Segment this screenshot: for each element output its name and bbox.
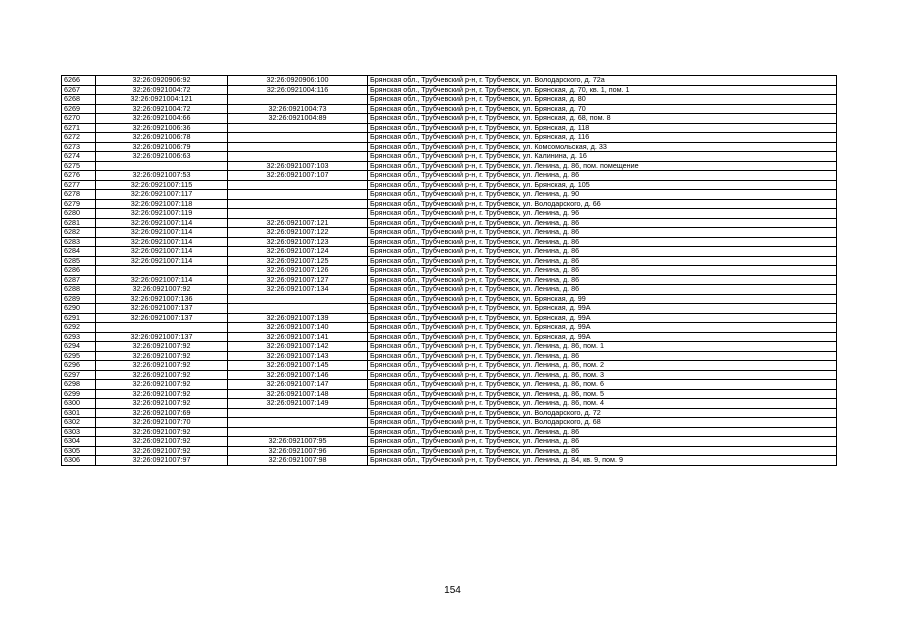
- object-cadastral-number-cell: [228, 408, 368, 418]
- cadastral-number-cell: 32:26:0921007:97: [96, 456, 228, 466]
- cadastral-number-cell: 32:26:0921007:53: [96, 171, 228, 181]
- address-cell: Брянская обл., Трубчевский р-н, г. Трубчевск, ул. Ленина, д. 86: [368, 218, 837, 228]
- address-cell: Брянская обл., Трубчевский р-н, г. Трубчевск, ул. Брянская, д. 99А: [368, 304, 837, 314]
- table-row: [62, 351, 837, 361]
- row-number-cell: 6296: [62, 361, 96, 371]
- address-cell: Брянская обл., Трубчевский р-н, г. Трубчевск, ул. Ленина, д. 86, пом. 3: [368, 370, 837, 380]
- table-row: [62, 85, 837, 95]
- cadastral-number-cell: 32:26:0921007:117: [96, 190, 228, 200]
- row-number-cell: 6290: [62, 304, 96, 314]
- row-number-cell: 6306: [62, 456, 96, 466]
- object-cadastral-number-cell: [228, 190, 368, 200]
- table-row: [62, 247, 837, 257]
- page-number: 154: [444, 585, 461, 596]
- table-row: [62, 76, 837, 86]
- address-cell: Брянская обл., Трубчевский р-н, г. Трубчевск, ул. Брянская, д. 99А: [368, 323, 837, 333]
- address-cell: Брянская обл., Трубчевский р-н, г. Трубчевск, ул. Володарского, д. 68: [368, 418, 837, 428]
- cadastral-number-cell: 32:26:0921007:114: [96, 218, 228, 228]
- table-row: [62, 304, 837, 314]
- cadastral-number-cell: 32:26:0921007:92: [96, 437, 228, 447]
- address-cell: Брянская обл., Трубчевский р-н, г. Трубчевск, ул. Брянская, д. 68, пом. 8: [368, 114, 837, 124]
- row-number-cell: 6278: [62, 190, 96, 200]
- object-cadastral-number-cell: 32:26:0921007:96: [228, 446, 368, 456]
- table-row: [62, 199, 837, 209]
- row-number-cell: 6269: [62, 104, 96, 114]
- row-number-cell: 6299: [62, 389, 96, 399]
- row-number-cell: 6283: [62, 237, 96, 247]
- row-number-cell: 6294: [62, 342, 96, 352]
- row-number-cell: 6271: [62, 123, 96, 133]
- address-cell: Брянская обл., Трубчевский р-н, г. Трубчевск, ул. Ленина, д. 86: [368, 437, 837, 447]
- table-row: [62, 361, 837, 371]
- address-cell: Брянская обл., Трубчевский р-н, г. Трубчевск, ул. Ленина, д. 86: [368, 275, 837, 285]
- row-number-cell: 6277: [62, 180, 96, 190]
- cadastral-number-cell: 32:26:0921007:92: [96, 351, 228, 361]
- address-cell: Брянская обл., Трубчевский р-н, г. Трубчевск, ул. Брянская, д. 70: [368, 104, 837, 114]
- cadastral-number-cell: 32:26:0921007:92: [96, 370, 228, 380]
- object-cadastral-number-cell: 32:26:0921007:141: [228, 332, 368, 342]
- address-cell: Брянская обл., Трубчевский р-н, г. Трубчевск, ул. Ленина, д. 86: [368, 266, 837, 276]
- address-cell: Брянская обл., Трубчевский р-н, г. Трубчевск, ул. Брянская, д. 105: [368, 180, 837, 190]
- table-row: [62, 389, 837, 399]
- address-cell: Брянская обл., Трубчевский р-н, г. Трубчевск, ул. Ленина, д. 86, пом. 1: [368, 342, 837, 352]
- row-number-cell: 6266: [62, 76, 96, 86]
- table-row: [62, 228, 837, 238]
- table-row: [62, 294, 837, 304]
- cadastral-number-cell: 32:26:0921004:72: [96, 85, 228, 95]
- cadastral-number-cell: [96, 323, 228, 333]
- object-cadastral-number-cell: [228, 304, 368, 314]
- object-cadastral-number-cell: 32:26:0921007:125: [228, 256, 368, 266]
- object-cadastral-number-cell: [228, 418, 368, 428]
- cadastral-number-cell: 32:26:0921007:92: [96, 361, 228, 371]
- cadastral-number-cell: 32:26:0921007:92: [96, 399, 228, 409]
- address-cell: Брянская обл., Трубчевский р-н, г. Трубчевск, ул. Брянская, д. 99А: [368, 313, 837, 323]
- object-cadastral-number-cell: 32:26:0921007:107: [228, 171, 368, 181]
- row-number-cell: 6276: [62, 171, 96, 181]
- row-number-cell: 6270: [62, 114, 96, 124]
- object-cadastral-number-cell: 32:26:0921007:103: [228, 161, 368, 171]
- table-row: [62, 342, 837, 352]
- address-cell: Брянская обл., Трубчевский р-н, г. Трубчевск, ул. Брянская, д. 99: [368, 294, 837, 304]
- object-cadastral-number-cell: 32:26:0921004:73: [228, 104, 368, 114]
- address-cell: Брянская обл., Трубчевский р-н, г. Трубчевск, ул. Ленина, д. 86: [368, 171, 837, 181]
- row-number-cell: 6297: [62, 370, 96, 380]
- cadastral-number-cell: 32:26:0921007:136: [96, 294, 228, 304]
- table-row: [62, 218, 837, 228]
- registry-table: [61, 75, 837, 466]
- table-row: [62, 418, 837, 428]
- address-cell: Брянская обл., Трубчевский р-н, г. Трубчевск, ул. Ленина, д. 96: [368, 209, 837, 219]
- table-row: [62, 380, 837, 390]
- row-number-cell: 6267: [62, 85, 96, 95]
- cadastral-number-cell: 32:26:0921004:121: [96, 95, 228, 105]
- row-number-cell: 6300: [62, 399, 96, 409]
- row-number-cell: 6275: [62, 161, 96, 171]
- table-row: [62, 446, 837, 456]
- object-cadastral-number-cell: 32:26:0921007:147: [228, 380, 368, 390]
- address-cell: Брянская обл., Трубчевский р-н, г. Трубчевск, ул. Ленина, д. 84, кв. 9, пом. 9: [368, 456, 837, 466]
- cadastral-number-cell: 32:26:0921007:92: [96, 342, 228, 352]
- table-row: [62, 209, 837, 219]
- table-row: [62, 190, 837, 200]
- address-cell: Брянская обл., Трубчевский р-н, г. Трубчевск, ул. Брянская, д. 80: [368, 95, 837, 105]
- object-cadastral-number-cell: [228, 123, 368, 133]
- object-cadastral-number-cell: 32:26:0921007:124: [228, 247, 368, 257]
- object-cadastral-number-cell: 32:26:0921004:116: [228, 85, 368, 95]
- table-row: [62, 323, 837, 333]
- address-cell: Брянская обл., Трубчевский р-н, г. Трубчевск, ул. Брянская, д. 70, кв. 1, пом. 1: [368, 85, 837, 95]
- address-cell: Брянская обл., Трубчевский р-н, г. Трубчевск, ул. Ленина, д. 86, пом. 5: [368, 389, 837, 399]
- table-row: [62, 123, 837, 133]
- object-cadastral-number-cell: [228, 133, 368, 143]
- object-cadastral-number-cell: [228, 294, 368, 304]
- table-row: [62, 180, 837, 190]
- row-number-cell: 6298: [62, 380, 96, 390]
- cadastral-number-cell: 32:26:0920906:92: [96, 76, 228, 86]
- table-row: [62, 399, 837, 409]
- object-cadastral-number-cell: 32:26:0921007:149: [228, 399, 368, 409]
- cadastral-number-cell: 32:26:0921007:92: [96, 285, 228, 295]
- table-row: [62, 133, 837, 143]
- object-cadastral-number-cell: 32:26:0921007:121: [228, 218, 368, 228]
- row-number-cell: 6301: [62, 408, 96, 418]
- cadastral-number-cell: 32:26:0921006:79: [96, 142, 228, 152]
- row-number-cell: 6286: [62, 266, 96, 276]
- table-row: [62, 427, 837, 437]
- cadastral-number-cell: 32:26:0921007:137: [96, 304, 228, 314]
- object-cadastral-number-cell: 32:26:0921007:98: [228, 456, 368, 466]
- cadastral-number-cell: 32:26:0921007:70: [96, 418, 228, 428]
- cadastral-number-cell: 32:26:0921007:137: [96, 313, 228, 323]
- table-row: [62, 237, 837, 247]
- cadastral-number-cell: 32:26:0921004:66: [96, 114, 228, 124]
- row-number-cell: 6287: [62, 275, 96, 285]
- table-row: [62, 152, 837, 162]
- object-cadastral-number-cell: 32:26:0921007:140: [228, 323, 368, 333]
- address-cell: Брянская обл., Трубчевский р-н, г. Трубчевск, ул. Володарского, д. 72: [368, 408, 837, 418]
- row-number-cell: 6284: [62, 247, 96, 257]
- address-cell: Брянская обл., Трубчевский р-н, г. Трубчевск, ул. Ленина, д. 86: [368, 285, 837, 295]
- table-row: [62, 313, 837, 323]
- address-cell: Брянская обл., Трубчевский р-н, г. Трубчевск, ул. Ленина, д. 86, пом. помещение: [368, 161, 837, 171]
- object-cadastral-number-cell: 32:26:0921004:89: [228, 114, 368, 124]
- table-row: [62, 161, 837, 171]
- object-cadastral-number-cell: [228, 142, 368, 152]
- object-cadastral-number-cell: 32:26:0921007:142: [228, 342, 368, 352]
- table-row: [62, 370, 837, 380]
- object-cadastral-number-cell: 32:26:0921007:122: [228, 228, 368, 238]
- row-number-cell: 6304: [62, 437, 96, 447]
- cadastral-number-cell: [96, 161, 228, 171]
- table-row: [62, 171, 837, 181]
- row-number-cell: 6268: [62, 95, 96, 105]
- table-row: [62, 456, 837, 466]
- row-number-cell: 6281: [62, 218, 96, 228]
- object-cadastral-number-cell: 32:26:0920906:100: [228, 76, 368, 86]
- address-cell: Брянская обл., Трубчевский р-н, г. Трубчевск, ул. Ленина, д. 86: [368, 247, 837, 257]
- address-cell: Брянская обл., Трубчевский р-н, г. Трубчевск, ул. Ленина, д. 90: [368, 190, 837, 200]
- cadastral-number-cell: 32:26:0921007:92: [96, 380, 228, 390]
- registry-table-body: [62, 76, 837, 466]
- address-cell: Брянская обл., Трубчевский р-н, г. Трубчевск, ул. Ленина, д. 86: [368, 256, 837, 266]
- object-cadastral-number-cell: 32:26:0921007:134: [228, 285, 368, 295]
- row-number-cell: 6288: [62, 285, 96, 295]
- object-cadastral-number-cell: 32:26:0921007:145: [228, 361, 368, 371]
- row-number-cell: 6279: [62, 199, 96, 209]
- row-number-cell: 6292: [62, 323, 96, 333]
- row-number-cell: 6272: [62, 133, 96, 143]
- cadastral-number-cell: 32:26:0921007:114: [96, 275, 228, 285]
- cadastral-number-cell: [96, 266, 228, 276]
- address-cell: Брянская обл., Трубчевский р-н, г. Трубчевск, ул. Володарского, д. 66: [368, 199, 837, 209]
- object-cadastral-number-cell: [228, 199, 368, 209]
- address-cell: Брянская обл., Трубчевский р-н, г. Трубчевск, ул. Ленина, д. 86, пом. 6: [368, 380, 837, 390]
- cadastral-number-cell: 32:26:0921007:69: [96, 408, 228, 418]
- object-cadastral-number-cell: 32:26:0921007:127: [228, 275, 368, 285]
- row-number-cell: 6293: [62, 332, 96, 342]
- table-row: [62, 408, 837, 418]
- row-number-cell: 6302: [62, 418, 96, 428]
- address-cell: Брянская обл., Трубчевский р-н, г. Трубчевск, ул. Брянская, д. 116: [368, 133, 837, 143]
- address-cell: Брянская обл., Трубчевский р-н, г. Трубчевск, ул. Ленина, д. 86: [368, 427, 837, 437]
- cadastral-number-cell: 32:26:0921007:137: [96, 332, 228, 342]
- address-cell: Брянская обл., Трубчевский р-н, г. Трубчевск, ул. Володарского, д. 72а: [368, 76, 837, 86]
- object-cadastral-number-cell: 32:26:0921007:148: [228, 389, 368, 399]
- address-cell: Брянская обл., Трубчевский р-н, г. Трубчевск, ул. Калинина, д. 16: [368, 152, 837, 162]
- table-row: [62, 285, 837, 295]
- table-row: [62, 142, 837, 152]
- row-number-cell: 6280: [62, 209, 96, 219]
- object-cadastral-number-cell: 32:26:0921007:95: [228, 437, 368, 447]
- cadastral-number-cell: 32:26:0921007:114: [96, 247, 228, 257]
- row-number-cell: 6303: [62, 427, 96, 437]
- row-number-cell: 6274: [62, 152, 96, 162]
- cadastral-number-cell: 32:26:0921007:119: [96, 209, 228, 219]
- address-cell: Брянская обл., Трубчевский р-н, г. Трубчевск, ул. Брянская, д. 99А: [368, 332, 837, 342]
- cadastral-number-cell: 32:26:0921006:63: [96, 152, 228, 162]
- object-cadastral-number-cell: [228, 209, 368, 219]
- address-cell: Брянская обл., Трубчевский р-н, г. Трубчевск, ул. Ленина, д. 86: [368, 446, 837, 456]
- object-cadastral-number-cell: [228, 152, 368, 162]
- table-row: [62, 104, 837, 114]
- table-row: [62, 332, 837, 342]
- address-cell: Брянская обл., Трубчевский р-н, г. Трубчевск, ул. Ленина, д. 86: [368, 237, 837, 247]
- row-number-cell: 6282: [62, 228, 96, 238]
- cadastral-number-cell: 32:26:0921006:78: [96, 133, 228, 143]
- address-cell: Брянская обл., Трубчевский р-н, г. Трубчевск, ул. Комсомольская, д. 33: [368, 142, 837, 152]
- object-cadastral-number-cell: 32:26:0921007:139: [228, 313, 368, 323]
- table-row: [62, 266, 837, 276]
- address-cell: Брянская обл., Трубчевский р-н, г. Трубчевск, ул. Ленина, д. 86, пом. 4: [368, 399, 837, 409]
- cadastral-number-cell: 32:26:0921007:114: [96, 228, 228, 238]
- object-cadastral-number-cell: [228, 180, 368, 190]
- cadastral-number-cell: 32:26:0921007:114: [96, 237, 228, 247]
- table-row: [62, 256, 837, 266]
- object-cadastral-number-cell: 32:26:0921007:146: [228, 370, 368, 380]
- cadastral-number-cell: 32:26:0921007:92: [96, 427, 228, 437]
- row-number-cell: 6273: [62, 142, 96, 152]
- cadastral-number-cell: 32:26:0921007:118: [96, 199, 228, 209]
- object-cadastral-number-cell: [228, 95, 368, 105]
- cadastral-number-cell: 32:26:0921007:92: [96, 446, 228, 456]
- address-cell: Брянская обл., Трубчевский р-н, г. Трубчевск, ул. Ленина, д. 86: [368, 351, 837, 361]
- object-cadastral-number-cell: 32:26:0921007:143: [228, 351, 368, 361]
- cadastral-number-cell: 32:26:0921007:92: [96, 389, 228, 399]
- row-number-cell: 6285: [62, 256, 96, 266]
- object-cadastral-number-cell: 32:26:0921007:123: [228, 237, 368, 247]
- cadastral-number-cell: 32:26:0921006:36: [96, 123, 228, 133]
- cadastral-number-cell: 32:26:0921007:115: [96, 180, 228, 190]
- cadastral-number-cell: 32:26:0921004:72: [96, 104, 228, 114]
- row-number-cell: 6289: [62, 294, 96, 304]
- cadastral-number-cell: 32:26:0921007:114: [96, 256, 228, 266]
- object-cadastral-number-cell: 32:26:0921007:126: [228, 266, 368, 276]
- table-row: [62, 437, 837, 447]
- row-number-cell: 6305: [62, 446, 96, 456]
- address-cell: Брянская обл., Трубчевский р-н, г. Трубчевск, ул. Ленина, д. 86, пом. 2: [368, 361, 837, 371]
- row-number-cell: 6295: [62, 351, 96, 361]
- table-row: [62, 275, 837, 285]
- table-row: [62, 114, 837, 124]
- row-number-cell: 6291: [62, 313, 96, 323]
- object-cadastral-number-cell: [228, 427, 368, 437]
- table-row: [62, 95, 837, 105]
- address-cell: Брянская обл., Трубчевский р-н, г. Трубчевск, ул. Брянская, д. 118: [368, 123, 837, 133]
- address-cell: Брянская обл., Трубчевский р-н, г. Трубчевск, ул. Ленина, д. 86: [368, 228, 837, 238]
